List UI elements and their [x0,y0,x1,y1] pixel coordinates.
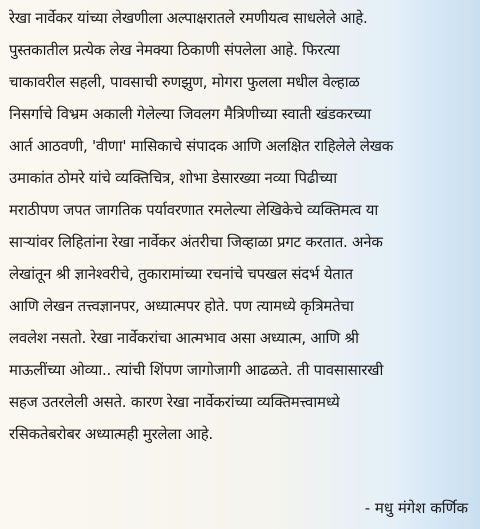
passage-line: मराठीपण जपत जागतिक पर्यावरणात रमलेल्या लेखिकेचे व्यक्तिमत्व या [9,201,379,219]
passage-line: निसर्गाचे विभ्रम अकाली गेलेल्या जिवलग मैत्रिणीच्या स्वाती खंडकरच्या [9,105,371,123]
passage-line: चाकावरील सहली, पावसाची रुणझुण, मोगरा फुलला मधील वेल्हाळ [9,73,360,91]
passage-line: रेखा नार्वेकर यांच्या लेखणीला अल्पाक्षरातले रमणीयत्व साधलेले आहे. [9,9,368,27]
passage-line: लवलेश नसतो. रेखा नार्वेकरांचा आत्मभाव असा अध्यात्म, आणि श्री [9,329,359,347]
passage-line: पुस्तकातील प्रत्येक लेख नेमक्या ठिकाणी संपलेला आहे. फिरत्या [9,41,340,59]
passage-line: रसिकतेबरोबर अध्यात्मही मुरलेला आहे. [9,425,213,443]
passage-line: सार्‍यांवर लिहितांना रेखा नार्वेकर अंतरीचा जिव्हाळा प्रगट करतात. अनेक [9,233,383,251]
passage-line: माऊलींच्या ओव्या.. त्यांची शिंपण जागोजागी आढळते. ती पावसासारखी [9,361,384,379]
passage-line: सहज उतरलेली असते. कारण रेखा नार्वेकरांच्या व्यक्तिमत्त्वामध्ये [9,393,340,411]
passage-line: उमाकांत ठोमरे यांचे व्यक्तिचित्र, शोभा डेसारख्या नव्या पिढीच्या [9,169,337,187]
author-signature: - मधु मंगेश कर्णिक [364,499,468,517]
passage-line: लेखांतून श्री ज्ञानेश्वरीचे, तुकारामांच्या रचनांचे चपखल संदर्भ येतात [9,265,353,283]
passage-line: आणि लेखन तत्त्वज्ञानपर, अध्यात्मपर होते. पण त्यामध्ये कृत्रिमतेचा [9,297,354,315]
passage-line: आर्त आठवणी, 'वीणा' मासिकाचे संपादक आणि अलक्षित राहिलेले लेखक [9,137,394,155]
